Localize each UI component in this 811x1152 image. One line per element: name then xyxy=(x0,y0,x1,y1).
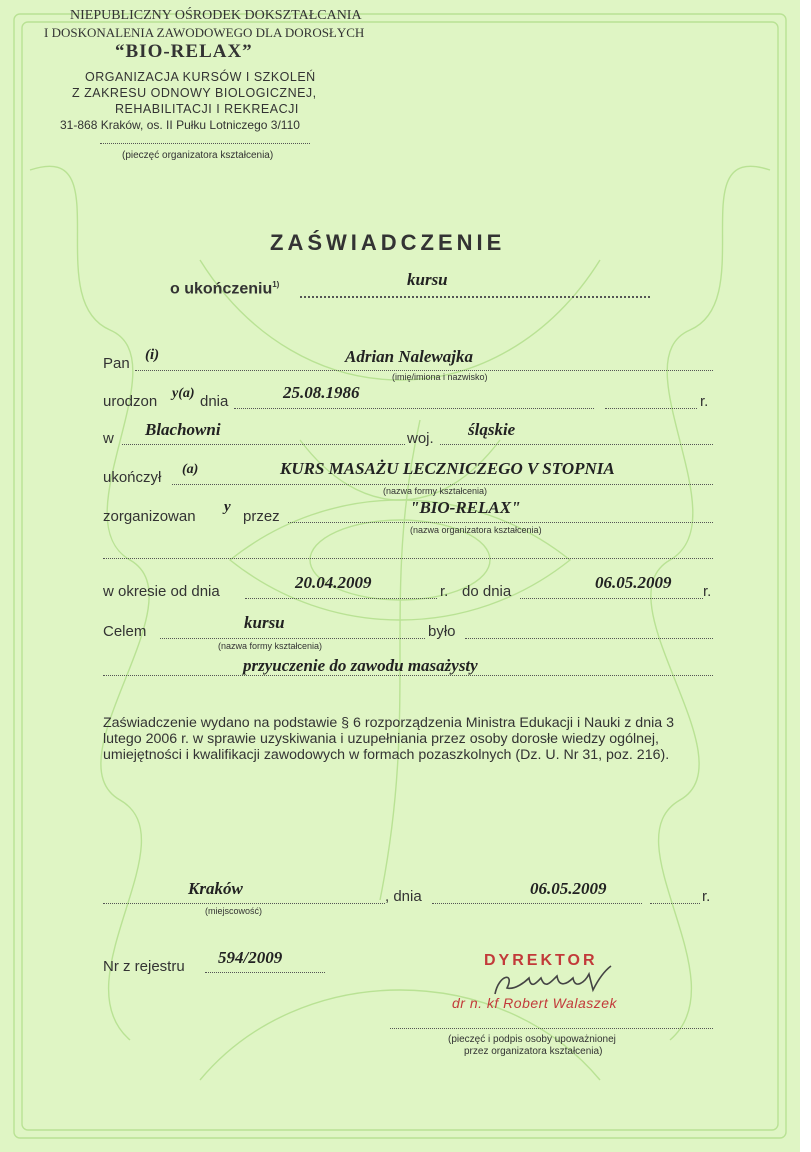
city-dotted-line xyxy=(103,903,385,904)
footer-date-dotted-line-2 xyxy=(650,903,700,904)
course-value: KURS MASAŻU LECZNICZEGO V STOPNIA xyxy=(280,459,615,478)
aim-dotted-line xyxy=(160,638,425,639)
signature-caption-2: przez organizatora kształcenia) xyxy=(464,1046,603,1057)
stamp-line-2: I DOSKONALENIA ZAWODOWEGO DLA DOROSŁYCH xyxy=(44,25,365,40)
footer-date-value: 06.05.2009 xyxy=(530,879,607,898)
footer-date-dotted-line-1 xyxy=(432,903,642,904)
stamp-address: 31-868 Kraków, os. II Pułku Lotniczego 3/110 xyxy=(60,118,300,132)
footer-date-label: , dnia xyxy=(385,888,422,905)
registry-dotted-line xyxy=(205,972,325,973)
period-from-dotted-line xyxy=(245,598,437,599)
completion-value: kursu xyxy=(407,270,448,289)
organized-label: zorganizowan xyxy=(103,508,196,525)
completion-dotted-line xyxy=(300,296,650,298)
born-dotted-line-1 xyxy=(234,408,594,409)
signature-dotted-line xyxy=(390,1028,713,1029)
pan-label: Pan xyxy=(103,355,130,372)
city-value: Kraków xyxy=(188,879,243,898)
period-to-label: do dnia xyxy=(462,583,512,600)
director-stamp-title: DYREKTOR xyxy=(484,952,598,969)
aim-was-label: było xyxy=(428,623,456,640)
organized-mark: y xyxy=(224,499,231,515)
stamp-line-6: REHABILITACJI I REKREACJI xyxy=(115,102,299,116)
footer-r-label: r. xyxy=(702,888,711,905)
period-from-value: 20.04.2009 xyxy=(295,573,372,592)
course-caption: (nazwa formy kształcenia) xyxy=(383,486,488,496)
born-mark: y(a) xyxy=(172,386,195,401)
aim-text-value: przyuczenie do zawodu masażysty xyxy=(243,656,478,675)
voivodeship-value: śląskie xyxy=(468,420,516,439)
place-value: Blachowni xyxy=(145,420,221,439)
born-date-value: 25.08.1986 xyxy=(283,383,360,402)
registry-label: Nr z rejestru xyxy=(103,958,185,975)
born-r-label: r. xyxy=(700,393,709,410)
name-value: Adrian Nalewajka xyxy=(345,347,473,366)
born-dotted-line-2 xyxy=(605,408,697,409)
completion-label: o ukończeniu$^{1)}$ xyxy=(170,280,280,298)
place-dotted-line xyxy=(122,444,405,445)
organizer-caption: (nazwa organizatora kształcenia) xyxy=(410,525,542,535)
completion-footnote: 1) xyxy=(272,280,280,289)
voivodeship-dotted-line xyxy=(440,444,713,445)
organizer-dotted-line xyxy=(288,522,713,523)
aim-value: kursu xyxy=(244,613,285,632)
document-title: ZAŚWIADCZENIE xyxy=(270,230,506,255)
organized-by-label: przez xyxy=(243,508,280,525)
period-to-dotted-line xyxy=(520,598,703,599)
place-label: w xyxy=(103,430,114,447)
signature-caption-1: (pieczęć i podpis osoby upoważnionej xyxy=(448,1034,616,1045)
born-label: urodzon xyxy=(103,393,158,410)
city-caption: (miejscowość) xyxy=(205,906,263,916)
director-stamp-name: dr n. kf Robert Walaszek xyxy=(452,995,618,1011)
stamp-organizer-name: “BIO-RELAX” xyxy=(115,41,253,62)
extra-dotted-line xyxy=(103,558,713,559)
name-dotted-line xyxy=(135,370,713,371)
period-label: w okresie od dnia xyxy=(103,583,220,600)
period-to-value: 06.05.2009 xyxy=(595,573,672,592)
stamp-line-1: NIEPUBLICZNY OŚRODEK DOKSZTAŁCANIA xyxy=(70,8,362,23)
course-dotted-line xyxy=(172,484,713,485)
stamp-dotted-line xyxy=(100,143,310,144)
name-caption: (imię/imiona i nazwisko) xyxy=(392,372,488,382)
period-r1-label: r. xyxy=(440,583,449,600)
aim-caption: (nazwa formy kształcenia) xyxy=(218,641,323,651)
born-day-label: dnia xyxy=(200,393,229,410)
aim-was-dotted-line xyxy=(465,638,713,639)
stamp-caption: (pieczęć organizatora kształcenia) xyxy=(122,150,274,161)
voivodeship-label: woj. xyxy=(407,430,434,447)
pan-mark: (i) xyxy=(145,347,160,363)
organizer-value: "BIO-RELAX" xyxy=(410,498,521,517)
completed-label: ukończył xyxy=(103,469,162,486)
stamp-line-5: Z ZAKRESU ODNOWY BIOLOGICZNEJ, xyxy=(72,86,317,100)
aim-label: Celem xyxy=(103,623,147,640)
legal-basis-text: Zaświadczenie wydano na podstawie § 6 rozporządzenia Ministra Edukacji i Nauki z dnia 3 lutego 2006 r. w sprawie uzyskiwania i uzupełniania przez osoby dorosłe wiedzy ogólnej, umiejętności i kwalifikacji zawodowych w formach pozaszkolnych (Dz. U. Nr 31, poz. 216). xyxy=(103,715,674,763)
stamp-line-4: ORGANIZACJA KURSÓW I SZKOLEŃ xyxy=(85,70,316,84)
period-r2-label: r. xyxy=(703,583,712,600)
registry-value: 594/2009 xyxy=(218,948,283,967)
completed-mark: (a) xyxy=(182,462,199,477)
